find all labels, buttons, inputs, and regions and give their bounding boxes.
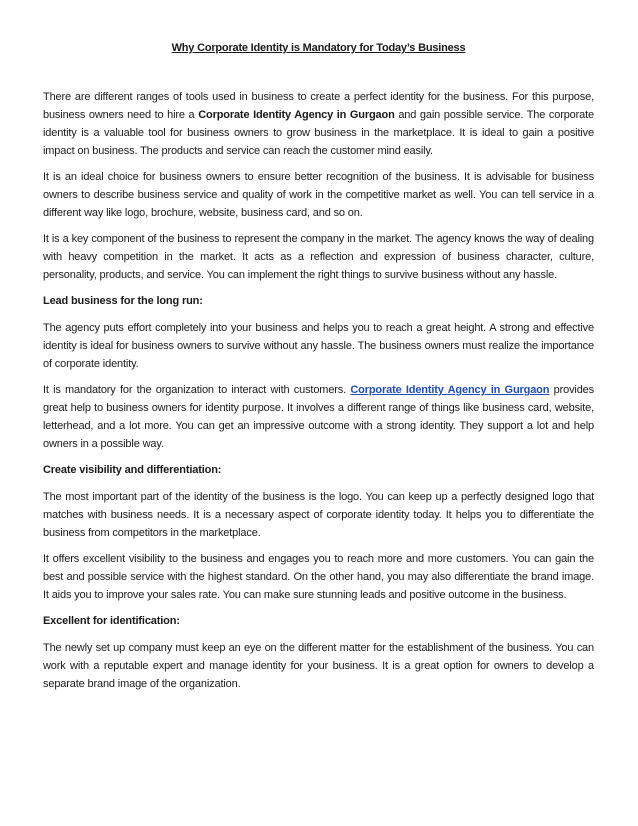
paragraph-text: provides great help to business owners for identity purpose. It involves a different range of things like business card, website, letterhead, and a lot more. You can get an impressive outcome with a strong identity. They support a lot and help owners in a possible way.: [43, 384, 594, 450]
document-title: Why Corporate Identity is Mandatory for Today’s Business: [171, 42, 466, 54]
paragraph-logo: The most important part of the identity of the business is the logo. You can keep up a perfectly designed logo that matches with business needs. It is a necessary aspect of corporate identity today. It helps you to differentiate the business from competitors in the marketplace.: [43, 491, 594, 539]
paragraph-text: It is mandatory for the organization to interact with customers.: [43, 384, 351, 396]
paragraph-visibility: It offers excellent visibility to the business and engages you to reach more and more customers. You can gain the best and possible service with the highest standard. On the other hand, you may also differentiate the brand image. It aids you to improve your sales rate. You can make sure stunning leads and positive outcome in the business.: [43, 553, 594, 601]
paragraph-mandatory: [43, 381, 594, 453]
agency-link[interactable]: Corporate Identity Agency in Gurgaon: [350, 384, 550, 396]
section-heading-identification: Excellent for identification:: [43, 615, 180, 627]
paragraph-recognition: It is an ideal choice for business owners to ensure better recognition of the business. It is advisable for business owners to describe business service and quality of work in the competitive market as well. You can tell service in a different way like logo, brochure, website, business card, and so on.: [43, 171, 594, 219]
paragraph-agency-effort: The agency puts effort completely into your business and helps you to reach a great height. A strong and effective identity is ideal for business owners to survive without any hassle. The business owners must realize the importance of corporate identity.: [43, 322, 594, 370]
section-heading-visibility: Create visibility and differentiation:: [43, 464, 222, 476]
paragraph-intro: [43, 88, 594, 160]
bold-phrase: Corporate Identity Agency in Gurgaon: [198, 109, 395, 121]
paragraph-new-company: The newly set up company must keep an eye on the different matter for the establishment of the business. You can work with a reputable expert and manage identity for your business. It is a great option for owners to develop a separate brand image of the organization.: [43, 642, 594, 690]
paragraph-key-component: It is a key component of the business to represent the company in the market. The agency knows the way of dealing with heavy competition in the market. It acts as a reflection and expression of business character, culture, personality, products, and service. You can implement the right things to survive business without any hassle.: [43, 233, 594, 281]
paragraph-text: There are different ranges of tools used in business to create a perfect identity for the business. For this purpose, business owners need to hire a: [43, 91, 594, 121]
section-heading-long-run: Lead business for the long run:: [43, 295, 203, 307]
paragraph-text: and gain possible service. The corporate identity is a valuable tool for business owners to grow business in the marketplace. It is ideal to gain a positive impact on business. The products and service can reach the customer mind easily.: [43, 109, 595, 157]
